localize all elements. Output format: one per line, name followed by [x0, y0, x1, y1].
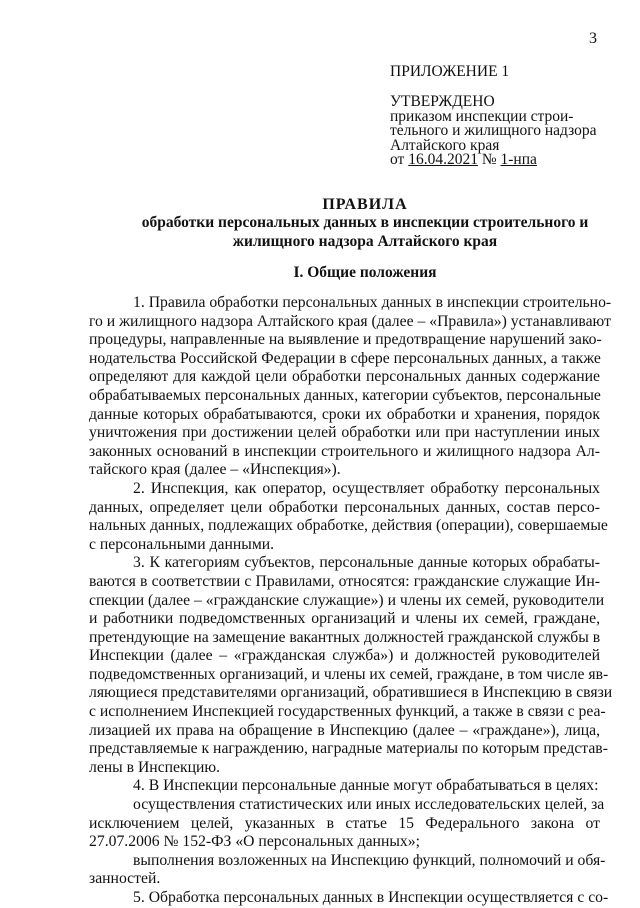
body-line: го и жилищного надзора Алтайского края (далее – «Правила») устанавливают	[89, 312, 611, 330]
body-line: ляющиеся представителями организаций, обратившиеся в Инспекцию в связи	[89, 684, 613, 702]
body-line: уничтожения при достижении целей обработки или при наступлении иных	[89, 424, 600, 442]
body-line: 5. Обработка персональных данных в Инспекции осуществляется с со-	[133, 889, 609, 906]
approval-block	[390, 95, 597, 168]
body-line: лизацией их права на обращение в Инспекцию (далее – «граждане»), лица,	[89, 721, 600, 739]
body-line: процедуры, направленные на выявление и предотвращение нарушений зако-	[89, 331, 602, 349]
order-line: тельного и жилищного надзора	[390, 122, 597, 139]
body-line: выполнения возложенных на Инспекцию функций, полномочий и обя-	[133, 851, 606, 869]
body-line: осуществления статистических или иных исследовательских целей, за	[133, 796, 605, 814]
approved-label: УТВЕРЖДЕНО	[390, 93, 495, 110]
body-line: определяют для каждой цели обработки персональных данных содержание	[89, 368, 600, 386]
date-prefix: от	[390, 151, 409, 168]
subtitle-line: жилищного надзора Алтайского края	[232, 232, 498, 250]
body-line: лены в Инспекцию.	[89, 758, 221, 776]
body-line: нодательства Российской Федерации в сфере персональных данных, а также	[89, 349, 601, 367]
body-line: претендующие на замещение вакантных должностей гражданской службы в	[89, 628, 601, 646]
body-line: 2. Инспекция, как оператор, осуществляет обработку персональных	[133, 479, 600, 497]
page-number: 3	[589, 30, 597, 47]
order-line: приказом инспекции строи-	[390, 107, 574, 125]
body-line: Инспекции (далее – «гражданская служба») и должностей руководителей	[89, 647, 600, 665]
order-line: Алтайского края	[390, 136, 500, 154]
body-line: с исполнением Инспекцией государственных функций, а также в связи с реа-	[89, 703, 606, 721]
body-line: представляемые к награждению, наградные материалы по которым представ-	[89, 740, 608, 758]
body-line: с персональными данными.	[89, 535, 275, 553]
body-line: ваются в соответствии с Правилами, относятся: гражданские служащие Ин-	[89, 572, 600, 590]
document-subtitle	[100, 214, 630, 251]
body-line: спекции (далее – «гражданские служащие») и члены их семей, руководители	[89, 591, 605, 609]
body-line: законных оснований в инспекции строительного и жилищного надзора Ал-	[89, 442, 600, 460]
body-line: занностей.	[89, 870, 161, 888]
body-line: нальных данных, подлежащих обработке, действия (операции), совершаемые	[89, 517, 608, 535]
body-line: подведомственных организаций, и члены их семей, граждане, в том числе яв-	[89, 665, 609, 683]
appendix-label: ПРИЛОЖЕНИЕ 1	[390, 63, 510, 80]
body-line: исключением целей, указанных в статье 15 Федерального закона от	[89, 814, 600, 832]
body-line: 3. К категориям субъектов, персональные данные которых обрабаты-	[133, 554, 600, 572]
document-body	[89, 294, 613, 908]
order-date-line	[390, 153, 597, 168]
document-title: ПРАВИЛА	[322, 196, 408, 213]
section-heading: I. Общие положения	[293, 264, 437, 281]
body-line: и работники подведомственных организаций и члены их семей, граждане,	[89, 610, 600, 628]
order-number: 1-нпа	[500, 151, 537, 168]
body-line: 27.07.2006 № 152-ФЗ «О персональных данных»;	[89, 833, 420, 851]
body-line: 1. Правила обработки персональных данных в инспекции строительно-	[133, 294, 612, 311]
body-line: 4. В Инспекции персональные данные могут обрабатываться в целях:	[133, 777, 599, 795]
body-line: данных, определяет цели обработки персональных данных, состав персо-	[89, 498, 600, 516]
body-line: данные которых обрабатываются, сроки их обработки и хранения, порядок	[89, 405, 600, 423]
order-date: 16.04.2021	[408, 151, 478, 168]
number-prefix: №	[477, 151, 501, 168]
body-line: тайского края (далее – «Инспекция»).	[89, 461, 341, 479]
subtitle-line: обработки персональных данных в инспекции строительного и	[141, 214, 589, 231]
body-line: обрабатываемых персональных данных, категории субъектов, персональные	[89, 386, 601, 404]
